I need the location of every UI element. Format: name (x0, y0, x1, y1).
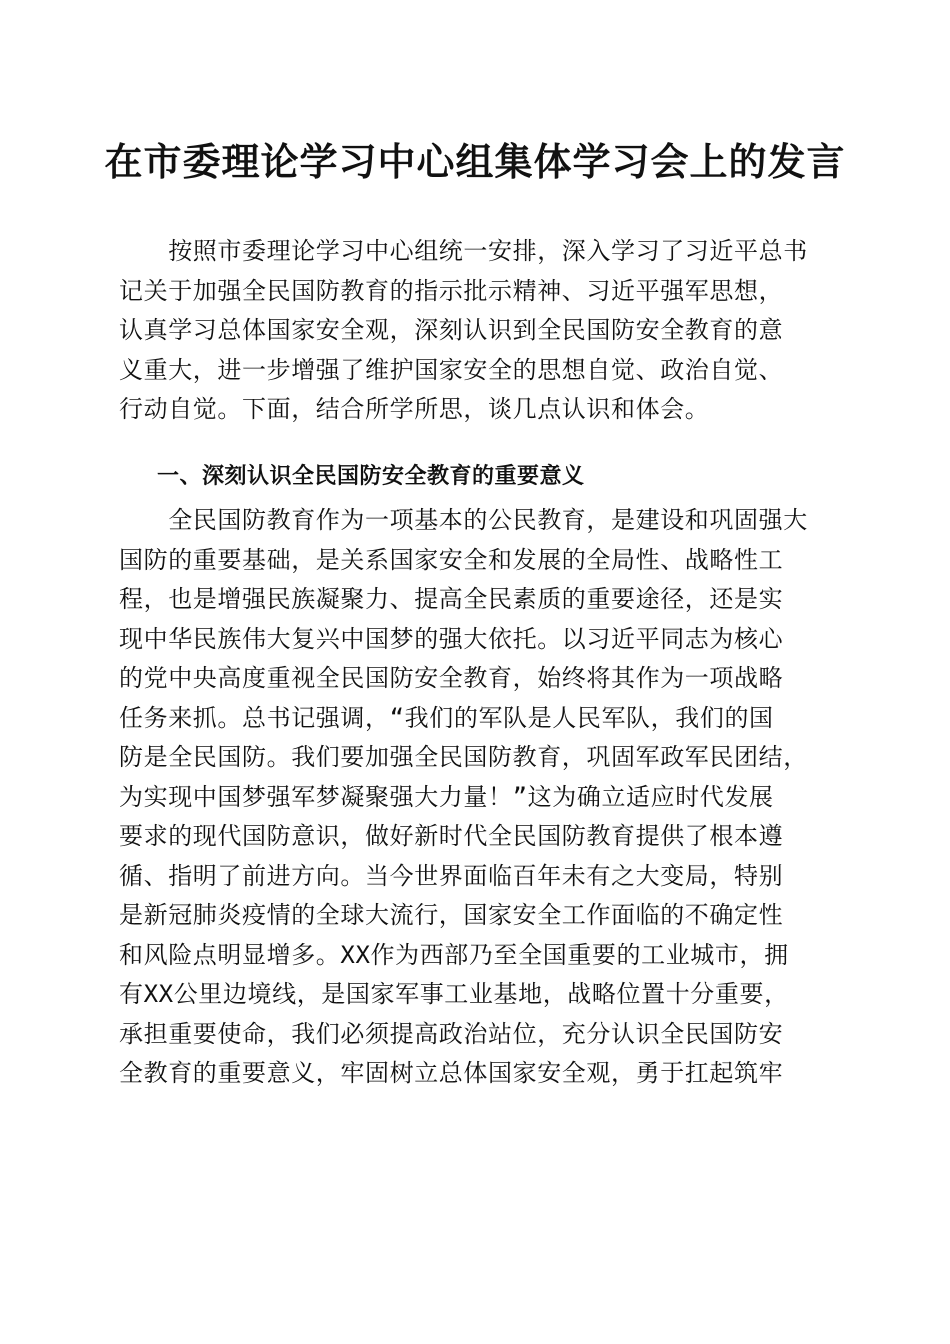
paragraph-line: 的党中央高度重视全民国防安全教育，始终将其作为一项战略 (119, 664, 784, 692)
paragraph-line: 认真学习总体国家安全观，深刻认识到全民国防安全教育的意 (119, 316, 784, 344)
paragraph-line: 和风险点明显增多。XX作为西部乃至全国重要的工业城市，拥 (119, 940, 789, 969)
paragraph-line: 全民国防教育作为一项基本的公民教育，是建设和巩固强大 (119, 506, 808, 534)
intro-paragraph (119, 232, 831, 430)
paragraph-line: 行动自觉。下面，结合所学所思，谈几点认识和体会。 (119, 395, 710, 423)
section1-paragraph (119, 501, 831, 1094)
paragraph-line: 程，也是增强民族凝聚力、提高全民素质的重要途径，还是实 (119, 585, 784, 613)
paragraph-line: 按照市委理论学习中心组统一安排，深入学习了习近平总书 (119, 237, 808, 265)
paragraph-line: 任务来抓。总书记强调，“我们的军队是人民军队，我们的国 (119, 703, 774, 732)
paragraph-line: 国防的重要基础，是关系国家安全和发展的全局性、战略性工 (119, 545, 784, 574)
paragraph-line: 承担重要使命，我们必须提高政治站位，充分认识全民国防安 (119, 1019, 784, 1048)
paragraph-line: 有XX公里边境线，是国家军事工业基地，战略位置十分重要， (119, 980, 789, 1008)
paragraph-line: 现中华民族伟大复兴中国梦的强大依托。以习近平同志为核心 (119, 624, 784, 653)
paragraph-line: 记关于加强全民国防教育的指示批示精神、习近平强军思想， (119, 276, 784, 305)
paragraph-line: 全教育的重要意义，牢固树立总体国家安全观，勇于扛起筑牢 (119, 1059, 784, 1087)
document-title: 在市委理论学习中心组集体学习会上的发言 (104, 139, 846, 184)
paragraph-line: 是新冠肺炎疫情的全球大流行，国家安全工作面临的不确定性 (119, 901, 784, 929)
paragraph-line: 循、指明了前进方向。当今世界面临百年未有之大变局，特别 (119, 861, 784, 890)
paragraph-line: 义重大，进一步增强了维护国家安全的思想自觉、政治自觉、 (119, 355, 784, 384)
paragraph-line: 防是全民国防。我们要加强全民国防教育，巩固军政军民团结， (119, 743, 808, 771)
paragraph-line: 为实现中国梦强军梦凝聚强大力量！”这为确立适应时代发展 (119, 782, 774, 811)
paragraph-line: 要求的现代国防意识，做好新时代全民国防教育提供了根本遵 (119, 822, 784, 850)
section-heading: 一、深刻认识全民国防安全教育的重要意义 (157, 464, 585, 489)
